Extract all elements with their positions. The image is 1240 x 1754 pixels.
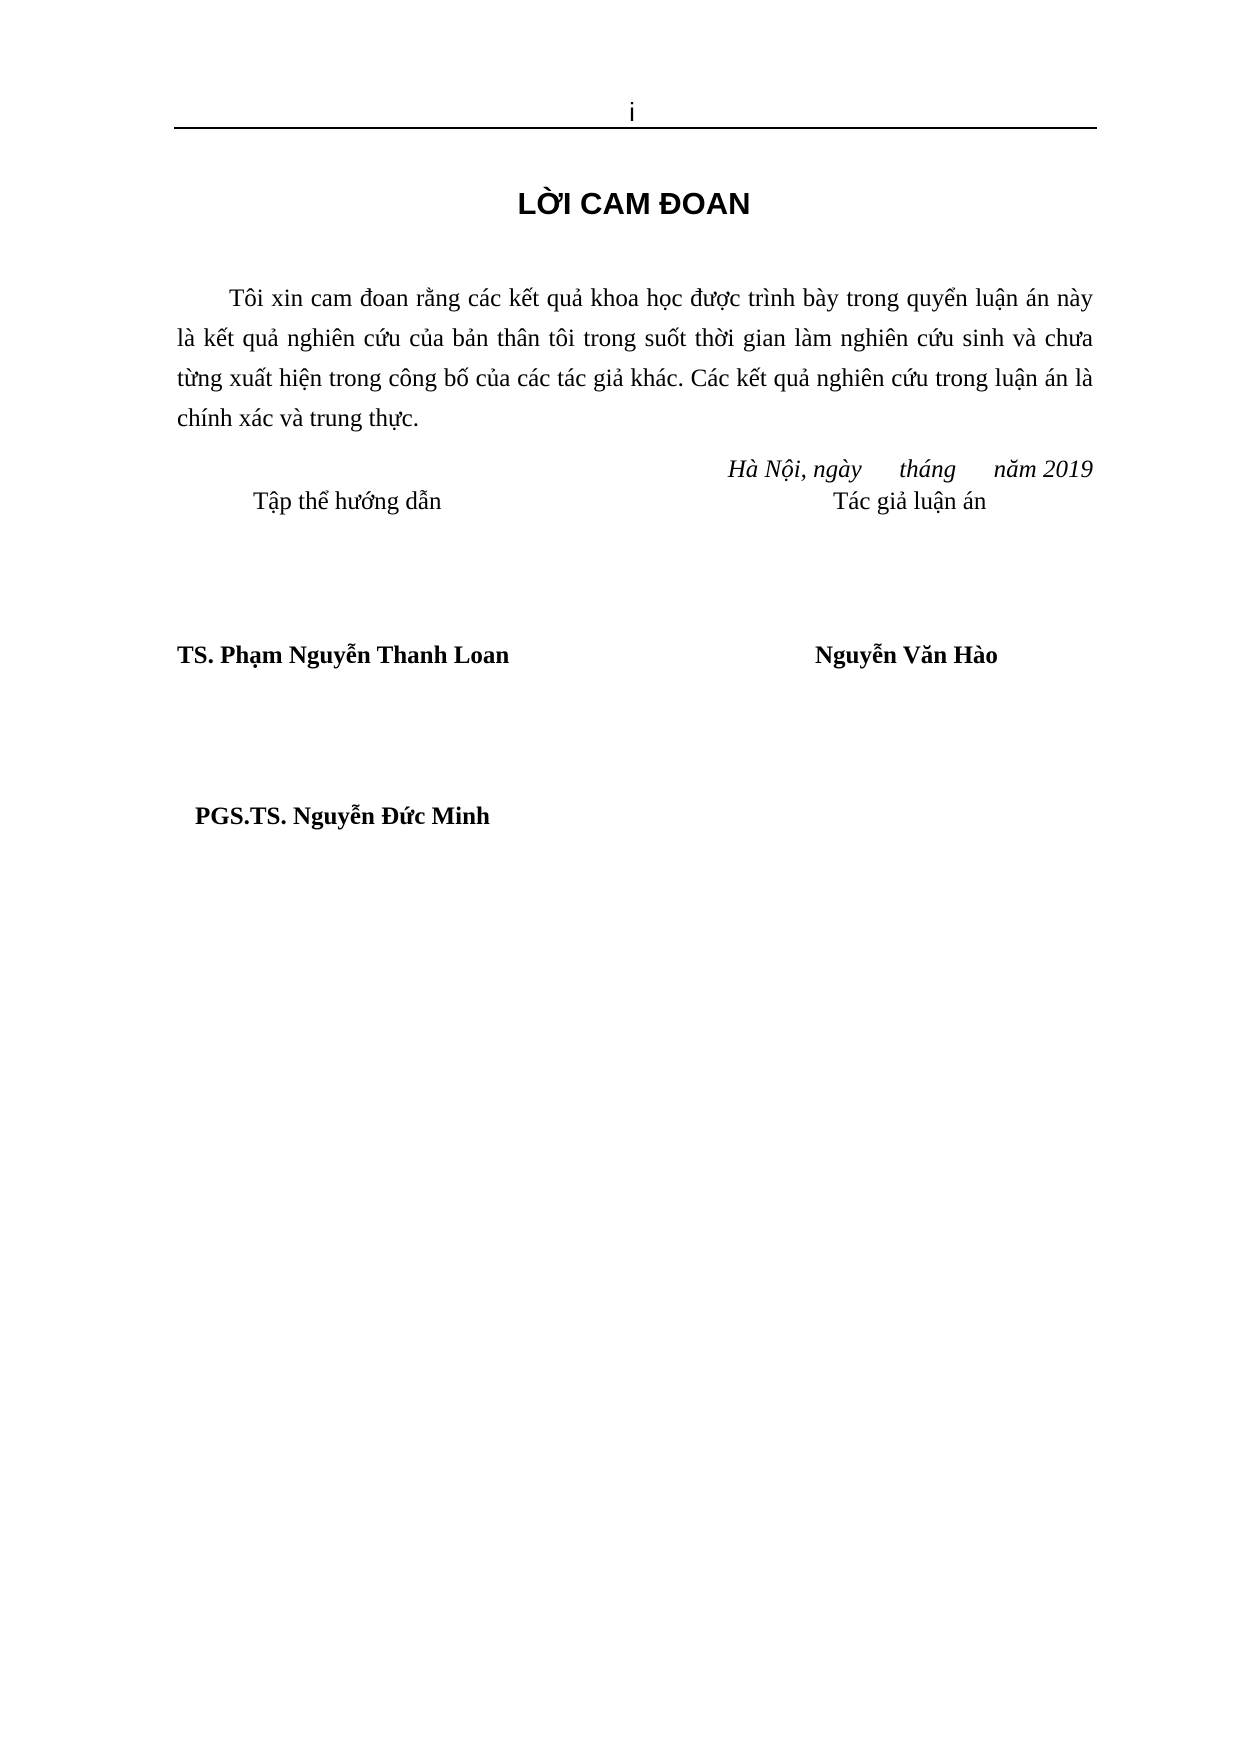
supervisor-1-name: TS. Phạm Nguyễn Thanh Loan [177, 642, 510, 669]
page-number: i [629, 97, 635, 127]
header-rule [174, 127, 1097, 129]
declaration-paragraph: Tôi xin cam đoan rằng các kết quả khoa học được trình bày trong quyển luận án này là kết quả nghiên cứu của bản thân tôi trong suốt thời gian làm nghiên cứu sinh và chưa từng xuất hiện trong công bố của các tác giả khác. Các kết quả nghiên cứu trong luận án là chính xác và trung thực. [177, 285, 1093, 432]
date-line: Hà Nội, ngày tháng năm 2019 [727, 456, 1093, 483]
author-label: Tác giả luận án [833, 488, 987, 515]
supervisors-label: Tập thể hướng dẫn [253, 488, 442, 515]
page-title: LỜI CAM ĐOAN [517, 186, 751, 221]
author-name: Nguyễn Văn Hào [815, 642, 998, 669]
supervisor-2-name: PGS.TS. Nguyễn Đức Minh [195, 803, 490, 830]
